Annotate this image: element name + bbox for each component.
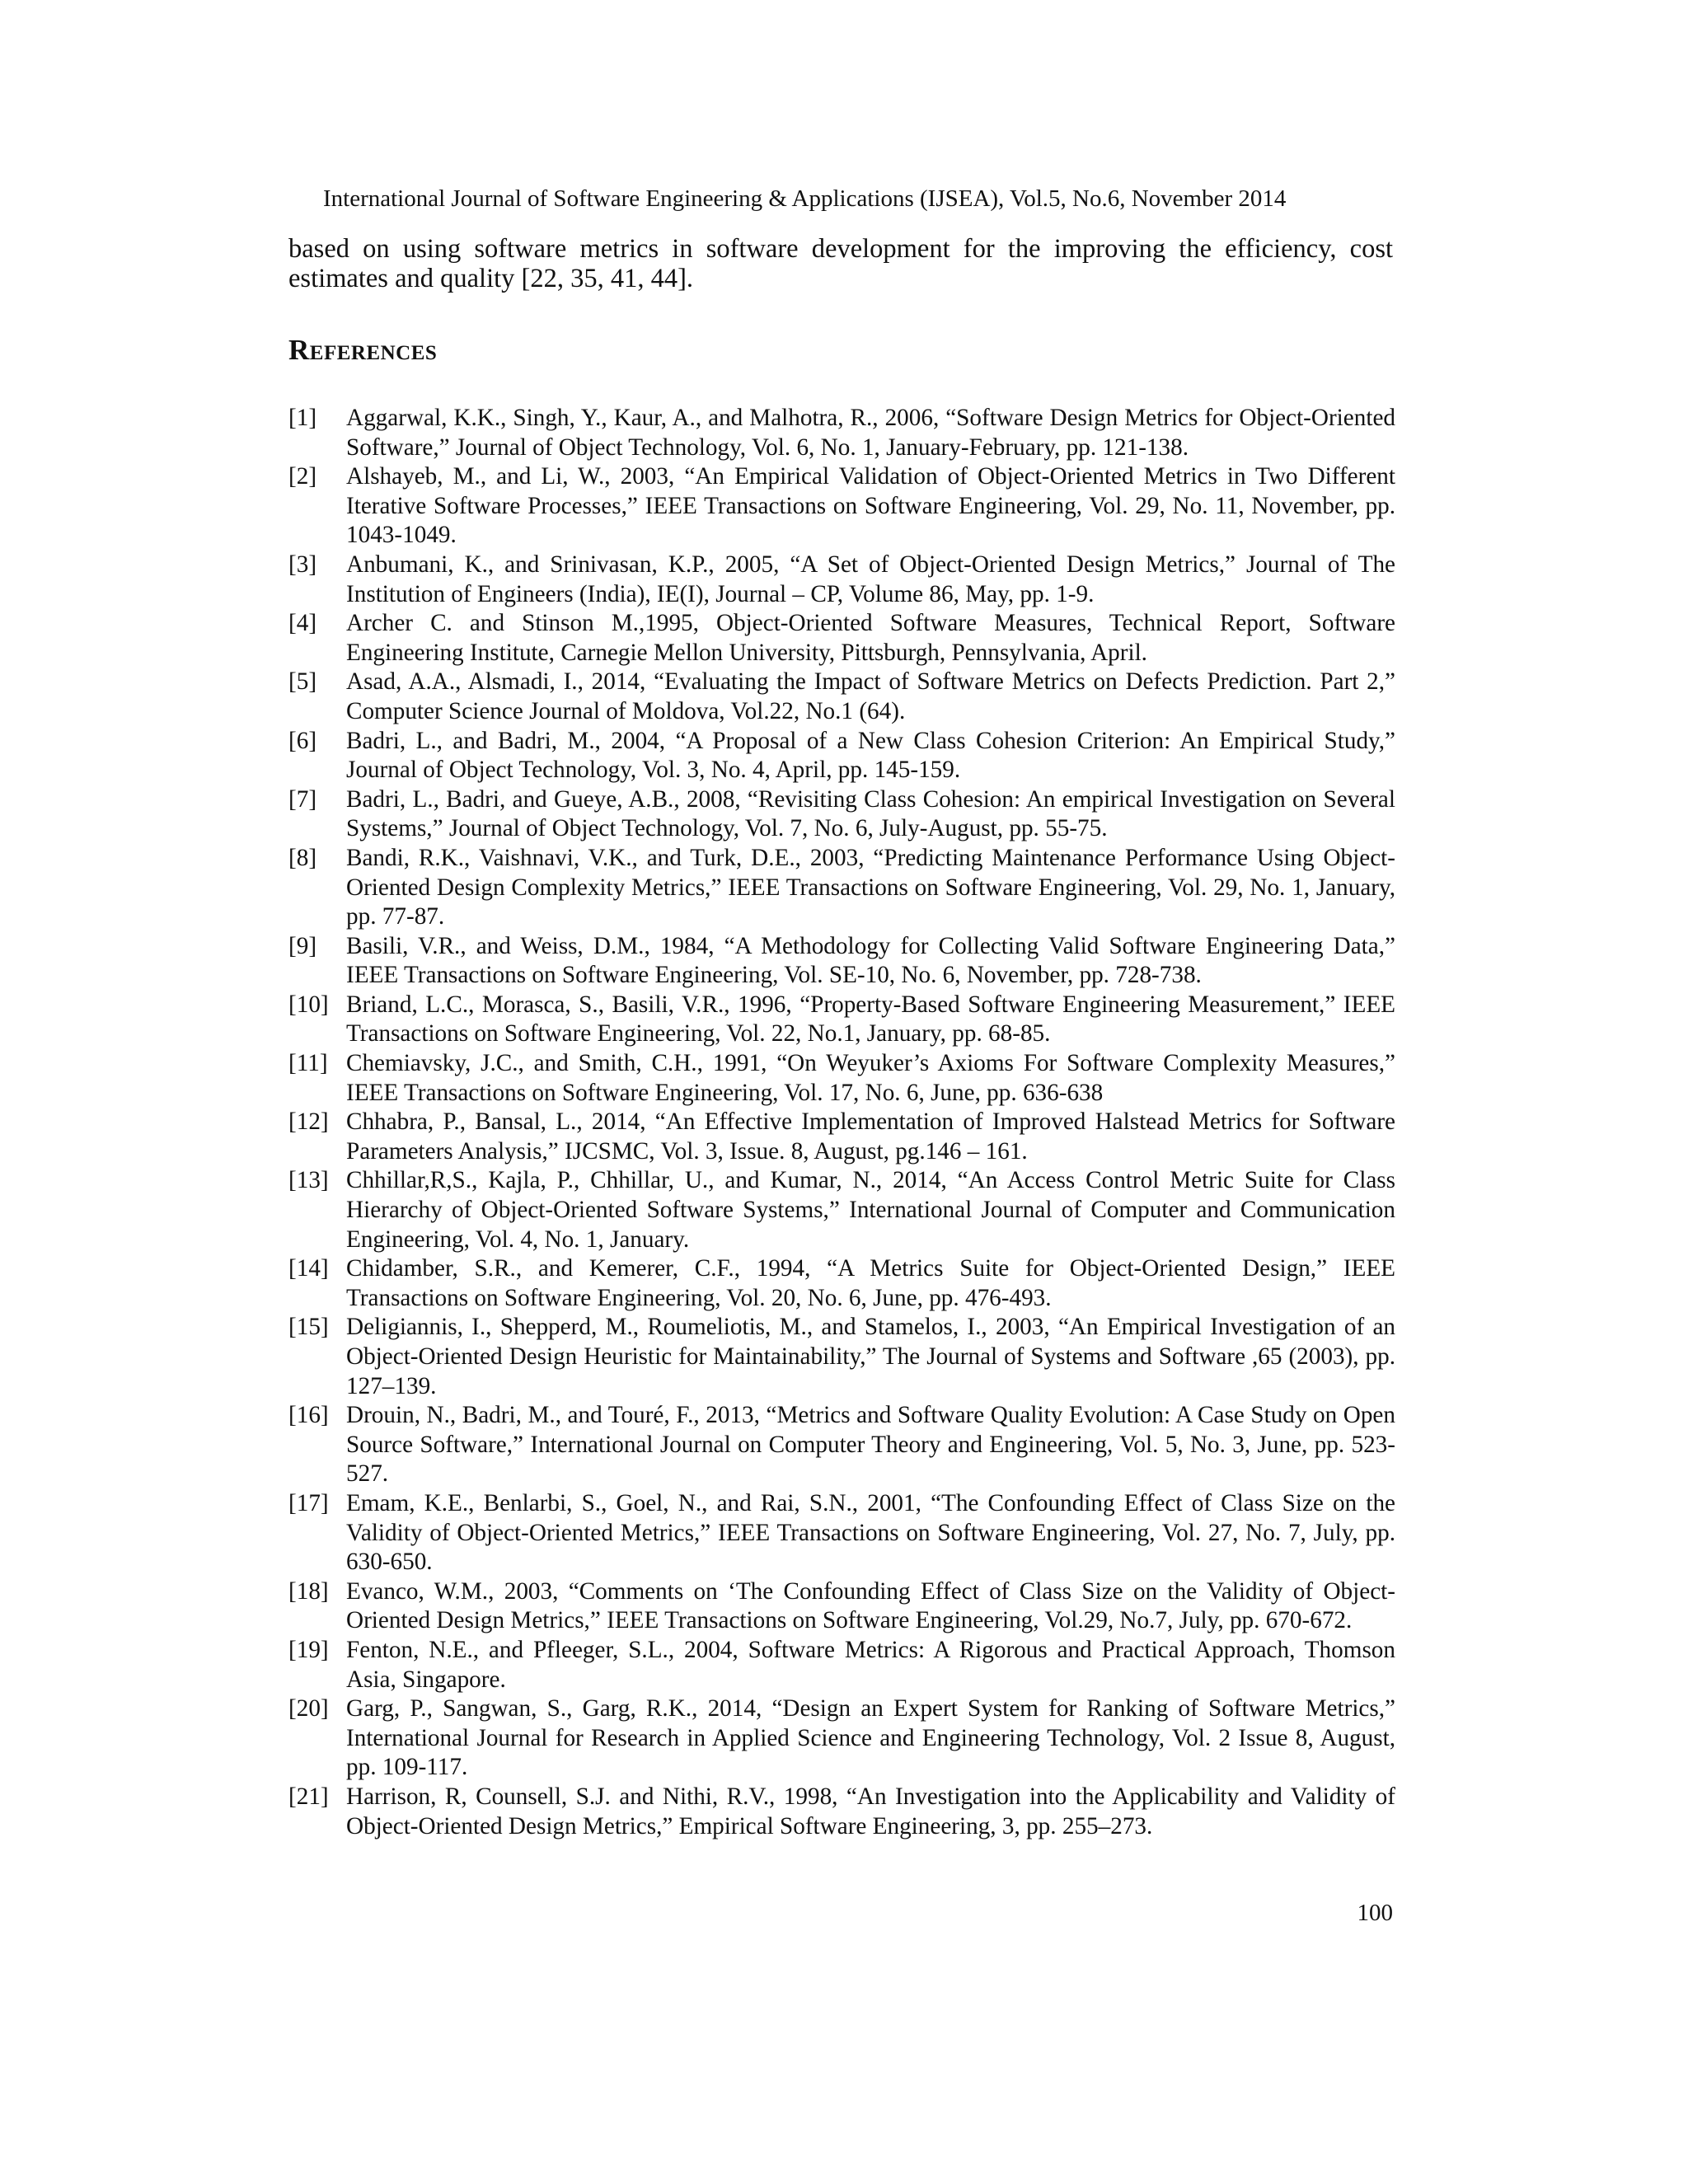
page-number: 100: [1357, 1900, 1393, 1926]
reference-item: [288, 1694, 1395, 1783]
reference-text: Emam, K.E., Benlarbi, S., Goel, N., and Rai, S.N., 2001, “The Confounding Effect of Class Size on the Validity of Object-Oriented Metrics,” IEEE Transactions on Software Engineering, Vol. 27, No. 7, July, pp. 630-650.: [346, 1489, 1395, 1576]
reference-number: [6]: [288, 727, 317, 754]
reference-text: Chhabra, P., Bansal, L., 2014, “An Effective Implementation of Improved Halstead Metrics for Software Parameters Analysis,” IJCSMC, Vol. 3, Issue. 8, August, pg.146 – 161.: [346, 1108, 1395, 1165]
reference-item: [288, 462, 1395, 551]
reference-item: [288, 785, 1395, 844]
reference-number: [20]: [288, 1695, 329, 1722]
reference-number: [17]: [288, 1489, 329, 1516]
reference-number: [15]: [288, 1314, 329, 1341]
reference-text: Anbumani, K., and Srinivasan, K.P., 2005, “A Set of Object-Oriented Design Metrics,” Journal of The Institution of Engineers (India), IE(I), Journal – CP, Volume 86, May, pp. 1-9.: [346, 551, 1395, 607]
references-heading: References: [288, 334, 438, 366]
running-header: International Journal of Software Engineering & Applications (IJSEA), Vol.5, No.6, November 2014: [323, 185, 1287, 212]
reference-number: [19]: [288, 1636, 329, 1663]
reference-item: [288, 1636, 1395, 1694]
reference-item: [288, 1783, 1395, 1841]
reference-item: [288, 1313, 1395, 1401]
reference-number: [7]: [288, 785, 317, 813]
reference-text: Drouin, N., Badri, M., and Touré, F., 2013, “Metrics and Software Quality Evolution: A Case Study on Open Source Software,” International Journal on Computer Theory and Engineering, Vol. 5, No. 3, June, pp. 523-527.: [346, 1402, 1395, 1488]
reference-number: [10]: [288, 991, 329, 1018]
reference-number: [14]: [288, 1255, 329, 1282]
reference-number: [9]: [288, 932, 317, 959]
reference-text: Badri, L., Badri, and Gueye, A.B., 2008, “Revisiting Class Cohesion: An empirical Investigation on Several Systems,” Journal of Object Technology, Vol. 7, No. 6, July-August, pp. 55-75.: [346, 785, 1395, 842]
reference-item: [288, 1401, 1395, 1489]
reference-item: [288, 1166, 1395, 1254]
reference-text: Aggarwal, K.K., Singh, Y., Kaur, A., and Malhotra, R., 2006, “Software Design Metrics for Object-Oriented Software,” Journal of Object Technology, Vol. 6, No. 1, January-February, pp. 121-138.: [346, 405, 1395, 461]
reference-text: Chemiavsky, J.C., and Smith, C.H., 1991, “On Weyuker’s Axioms For Software Complexity Measures,” IEEE Transactions on Software Engineering, Vol. 17, No. 6, June, pp. 636-638: [346, 1050, 1395, 1106]
reference-text: Fenton, N.E., and Pfleeger, S.L., 2004, Software Metrics: A Rigorous and Practical Approach, Thomson Asia, Singapore.: [346, 1636, 1395, 1693]
reference-item: [288, 1254, 1395, 1313]
reference-text: Chidamber, S.R., and Kemerer, C.F., 1994, “A Metrics Suite for Object-Oriented Design,” IEEE Transactions on Software Engineering, Vol. 20, No. 6, June, pp. 476-493.: [346, 1255, 1395, 1311]
reference-text: Chhillar,R,S., Kajla, P., Chhillar, U., and Kumar, N., 2014, “An Access Control Metric Suite for Class Hierarchy of Object-Oriented Software Systems,” International Journal of Computer and Communication Engineering, Vol. 4, No. 1, January.: [346, 1167, 1395, 1253]
reference-text: Harrison, R, Counsell, S.J. and Nithi, R.V., 1998, “An Investigation into the Applicability and Validity of Object-Oriented Design Metrics,” Empirical Software Engineering, 3, pp. 255–273.: [346, 1783, 1395, 1840]
reference-text: Badri, L., and Badri, M., 2004, “A Proposal of a New Class Cohesion Criterion: An Empirical Study,” Journal of Object Technology, Vol. 3, No. 4, April, pp. 145-159.: [346, 727, 1395, 784]
references-list: [288, 404, 1395, 1841]
reference-text: Archer C. and Stinson M.,1995, Object-Oriented Software Measures, Technical Report, Software Engineering Institute, Carnegie Mellon University, Pittsburgh, Pennsylvania, April.: [346, 610, 1395, 666]
reference-item: [288, 404, 1395, 462]
reference-number: [1]: [288, 405, 317, 431]
reference-number: [2]: [288, 463, 317, 490]
reference-number: [3]: [288, 551, 317, 578]
reference-text: Deligiannis, I., Shepperd, M., Roumeliotis, M., and Stamelos, I., 2003, “An Empirical Investigation of an Object-Oriented Design Heuristic for Maintainability,” The Journal of Systems and Software ,65 (2003), pp. 127–139.: [346, 1314, 1395, 1399]
reference-number: [5]: [288, 668, 317, 696]
reference-item: [288, 1049, 1395, 1108]
reference-item: [288, 1489, 1395, 1577]
intro-paragraph: based on using software metrics in software development for the improving the efficiency, cost estimates and quality [22, 35, 41, 44].: [288, 234, 1393, 293]
reference-item: [288, 1108, 1395, 1166]
reference-text: Garg, P., Sangwan, S., Garg, R.K., 2014, “Design an Expert System for Ranking of Software Metrics,” International Journal for Research in Applied Science and Engineering Technology, Vol. 2 Issue 8, August, pp. 109-117.: [346, 1695, 1395, 1781]
reference-item: [288, 668, 1395, 726]
reference-number: [18]: [288, 1577, 329, 1605]
reference-number: [4]: [288, 610, 317, 637]
reference-item: [288, 609, 1395, 668]
reference-number: [12]: [288, 1108, 329, 1136]
reference-text: Evanco, W.M., 2003, “Comments on ‘The Confounding Effect of Class Size on the Validity of Object-Oriented Design Metrics,” IEEE Transactions on Software Engineering, Vol.29, No.7, July, pp. 670-672.: [346, 1577, 1395, 1634]
reference-item: [288, 551, 1395, 609]
reference-number: [13]: [288, 1167, 329, 1194]
reference-number: [16]: [288, 1402, 329, 1429]
reference-item: [288, 932, 1395, 991]
reference-text: Asad, A.A., Alsmadi, I., 2014, “Evaluating the Impact of Software Metrics on Defects Prediction. Part 2,” Computer Science Journal of Moldova, Vol.22, No.1 (64).: [346, 668, 1395, 724]
reference-number: [21]: [288, 1783, 329, 1810]
reference-text: Bandi, R.K., Vaishnavi, V.K., and Turk, D.E., 2003, “Predicting Maintenance Performance Using Object-Oriented Design Complexity Metrics,” IEEE Transactions on Software Engineering, Vol. 29, No. 1, January, pp. 77-87.: [346, 844, 1395, 930]
reference-item: [288, 991, 1395, 1049]
reference-text: Basili, V.R., and Weiss, D.M., 1984, “A Methodology for Collecting Valid Software Engineering Data,” IEEE Transactions on Software Engineering, Vol. SE-10, No. 6, November, pp. 728-738.: [346, 932, 1395, 989]
reference-item: [288, 1577, 1395, 1636]
reference-text: Briand, L.C., Morasca, S., Basili, V.R., 1996, “Property-Based Software Engineering Measurement,” IEEE Transactions on Software Engineering, Vol. 22, No.1, January, pp. 68-85.: [346, 991, 1395, 1047]
reference-item: [288, 844, 1395, 932]
reference-number: [8]: [288, 844, 317, 871]
reference-number: [11]: [288, 1050, 328, 1077]
reference-item: [288, 727, 1395, 785]
reference-text: Alshayeb, M., and Li, W., 2003, “An Empirical Validation of Object-Oriented Metrics in Two Different Iterative Software Processes,” IEEE Transactions on Software Engineering, Vol. 29, No. 11, November, pp. 1043-1049.: [346, 463, 1395, 549]
